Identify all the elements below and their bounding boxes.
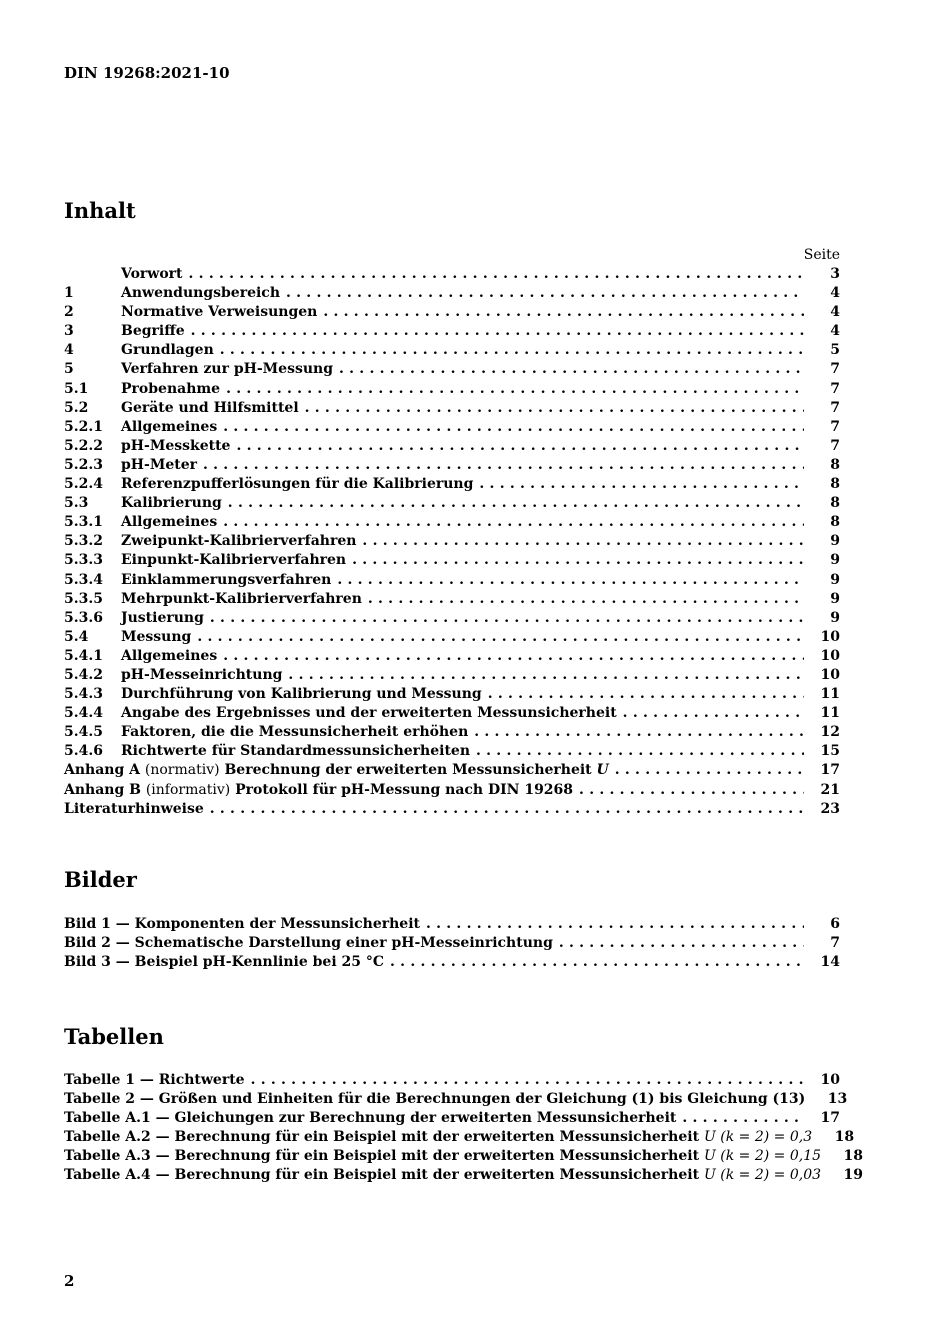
dot-leader: [579, 781, 804, 800]
section-title: Anwendungsbereich: [121, 285, 280, 302]
section-number: 5.3.6: [64, 609, 103, 626]
dot-leader: [210, 609, 804, 628]
toc-entry[interactable]: [64, 1128, 855, 1147]
contents-heading: Inhalt: [64, 198, 136, 223]
section-number: 3: [64, 323, 74, 340]
page-ref: 7: [830, 418, 840, 435]
section-number: 5.4.2: [64, 666, 103, 683]
section-number: 2: [64, 304, 74, 321]
page-ref: 18: [843, 1148, 864, 1165]
figure-title: Bild 1 — Komponenten der Messunsicherheit: [64, 916, 420, 932]
page-ref: 3: [830, 266, 840, 282]
dot-leader: [479, 475, 804, 494]
page-ref: 9: [830, 590, 840, 607]
toc-entry[interactable]: [64, 1109, 840, 1128]
page-number: 2: [64, 1272, 75, 1290]
dot-leader: [323, 303, 804, 322]
section-title: Vorwort: [121, 266, 183, 282]
page-ref: 13: [827, 1091, 848, 1108]
dot-leader: [352, 551, 804, 570]
annex-label: Anhang B: [64, 781, 141, 798]
toc-entry[interactable]: [64, 781, 840, 800]
figure-title: Bild 2 — Schematische Darstellung einer pH-Messeinrichtung: [64, 935, 553, 952]
page-ref: 17: [820, 762, 840, 779]
section-title: Allgemeines: [121, 647, 218, 664]
page-ref: 9: [830, 571, 840, 588]
dot-leader: [210, 800, 804, 819]
toc-entry[interactable]: [64, 399, 840, 418]
section-number: 5.4.6: [64, 743, 103, 760]
dot-leader: [615, 761, 804, 780]
dot-leader: [337, 571, 804, 590]
page-ref: 11: [820, 686, 840, 703]
section-title: Allgemeines: [121, 418, 218, 435]
section-number: 1: [64, 285, 74, 302]
section-title: Richtwerte für Standardmessunsicherheiten: [121, 743, 470, 760]
section-title: Allgemeines: [121, 514, 218, 531]
dot-leader: [251, 1071, 804, 1090]
section-title: pH-Meter: [121, 456, 197, 473]
toc-entry[interactable]: [64, 341, 840, 360]
page-ref: 9: [830, 609, 840, 626]
page-ref: 7: [830, 361, 840, 378]
section-number: 4: [64, 342, 74, 359]
page-ref: 8: [830, 476, 840, 493]
section-title: Referenzpufferlösungen für die Kalibrierung: [121, 476, 474, 493]
dot-leader: [228, 494, 804, 513]
toc-entry[interactable]: [64, 1147, 864, 1166]
dot-leader: [226, 380, 804, 399]
dot-leader: [426, 915, 804, 934]
section-number: 5.1: [64, 380, 89, 397]
toc-entry[interactable]: [64, 761, 840, 780]
toc-entry[interactable]: [64, 1071, 840, 1090]
dot-leader: [339, 360, 804, 379]
tables-heading: Tabellen: [64, 1024, 164, 1049]
page-ref: 21: [820, 781, 840, 798]
toc-entry[interactable]: [64, 571, 840, 590]
table-of-contents: [64, 265, 840, 819]
dot-leader: [368, 590, 804, 609]
section-number: 5.2.3: [64, 456, 103, 473]
toc-entry[interactable]: [64, 742, 840, 761]
annex-title: [64, 761, 609, 780]
page-ref: 17: [820, 1110, 840, 1127]
annex-type: (informativ): [145, 781, 231, 798]
page-ref: 7: [830, 437, 840, 454]
toc-entry[interactable]: [64, 418, 840, 437]
page-ref: 7: [830, 935, 840, 952]
table-title: Tabelle A.4 — Berechnung für ein Beispiel mit der erweiterten Messunsicherheit: [64, 1167, 700, 1184]
toc-entry[interactable]: [64, 265, 840, 284]
page-ref: 15: [820, 743, 840, 760]
page-ref: 8: [830, 514, 840, 531]
annex-name: Protokoll für pH-Messung nach DIN 19268: [235, 781, 574, 798]
toc-entry[interactable]: [64, 915, 840, 934]
toc-entry[interactable]: [64, 609, 840, 628]
annex-name: Berechnung der erweiterten Messunsicherheit: [224, 762, 592, 779]
toc-entry[interactable]: [64, 494, 840, 513]
dot-leader: [223, 647, 804, 666]
toc-entry[interactable]: [64, 628, 840, 647]
toc-entry[interactable]: [64, 284, 840, 303]
page-ref: 10: [820, 628, 840, 645]
page-column-label: Seite: [803, 247, 840, 263]
toc-entry[interactable]: [64, 800, 840, 819]
section-title: Verfahren zur pH-Messung: [121, 361, 333, 378]
toc-entry[interactable]: [64, 380, 840, 399]
toc-entry[interactable]: [64, 1166, 864, 1185]
section-title: Kalibrierung: [121, 495, 222, 512]
section-title: Mehrpunkt-Kalibrierverfahren: [121, 590, 362, 607]
toc-entry[interactable]: [64, 1090, 848, 1109]
uncertainty-formula: U (k = 2) = 0,03: [704, 1167, 822, 1184]
section-title: Begriffe: [121, 323, 185, 340]
toc-entry[interactable]: [64, 704, 840, 723]
toc-entry[interactable]: [64, 360, 840, 379]
page-ref: 7: [830, 399, 840, 416]
toc-entry[interactable]: [64, 475, 840, 494]
page-ref: 4: [830, 285, 840, 302]
dot-leader: [191, 322, 804, 341]
list-of-figures: [64, 915, 840, 972]
table-title: Tabelle A.3 — Berechnung für ein Beispiel mit der erweiterten Messunsicherheit: [64, 1148, 700, 1165]
toc-entry[interactable]: [64, 532, 840, 551]
bibliography-title: Literaturhinweise: [64, 800, 204, 817]
section-title: Normative Verweisungen: [121, 304, 318, 321]
toc-entry[interactable]: [64, 303, 840, 322]
page-ref: 10: [820, 666, 840, 683]
page-ref: 4: [830, 304, 840, 321]
uncertainty-formula: U (k = 2) = 0,3: [704, 1129, 813, 1146]
toc-entry[interactable]: [64, 685, 840, 704]
toc-entry[interactable]: [64, 513, 840, 532]
section-title: Justierung: [121, 609, 204, 626]
section-number: 5.3: [64, 495, 89, 512]
section-title: Einpunkt-Kalibrierverfahren: [121, 552, 347, 569]
dot-leader: [288, 666, 804, 685]
uncertainty-formula: U (k = 2) = 0,15: [704, 1148, 822, 1165]
page-ref: 12: [820, 724, 840, 741]
section-number: 5.3.1: [64, 514, 103, 531]
dot-leader: [682, 1109, 804, 1128]
figures-heading: Bilder: [64, 867, 137, 892]
toc-entry[interactable]: [64, 322, 840, 341]
dot-leader: [223, 418, 804, 437]
dot-leader: [390, 953, 804, 972]
page-ref: 11: [820, 705, 840, 722]
section-number: 5.4.5: [64, 724, 103, 741]
annex-symbol: U: [596, 762, 609, 779]
section-number: 5: [64, 361, 74, 378]
annex-title: [64, 781, 573, 800]
page-ref: 7: [830, 380, 840, 397]
section-title: Angabe des Ergebnisses und der erweiterten Messunsicherheit: [121, 705, 617, 722]
table-title: Tabelle 1 — Richtwerte: [64, 1072, 245, 1088]
dot-leader: [203, 456, 804, 475]
dot-leader: [362, 532, 804, 551]
section-number: 5.3.2: [64, 533, 103, 550]
dot-leader: [488, 685, 804, 704]
page-ref: 5: [830, 342, 840, 359]
toc-entry[interactable]: [64, 723, 840, 742]
section-title: Durchführung von Kalibrierung und Messung: [121, 686, 482, 703]
section-title: Zweipunkt-Kalibrierverfahren: [121, 533, 357, 550]
page-ref: 10: [820, 647, 840, 664]
page-ref: 9: [830, 552, 840, 569]
annex-label: Anhang A: [64, 762, 140, 779]
section-number: 5.2.4: [64, 476, 103, 493]
annex-type: (normativ): [144, 762, 220, 779]
page-ref: 10: [820, 1072, 840, 1088]
section-title: Einklammerungsverfahren: [121, 571, 332, 588]
section-number: 5.2: [64, 399, 89, 416]
dot-leader: [305, 399, 804, 418]
section-title: Faktoren, die die Messunsicherheit erhöhen: [121, 724, 469, 741]
section-title: pH-Messkette: [121, 437, 231, 454]
section-title: Probenahme: [121, 380, 221, 397]
figure-title: Bild 3 — Beispiel pH-Kennlinie bei 25 °C: [64, 954, 385, 971]
toc-entry[interactable]: [64, 647, 840, 666]
table-title: Tabelle A.2 — Berechnung für ein Beispiel mit der erweiterten Messunsicherheit: [64, 1129, 700, 1146]
dot-leader: [286, 284, 804, 303]
section-number: 5.4: [64, 628, 89, 645]
toc-entry[interactable]: [64, 934, 840, 953]
page-ref: 9: [830, 533, 840, 550]
section-title: Messung: [121, 628, 192, 645]
section-number: 5.3.3: [64, 552, 103, 569]
dot-leader: [476, 742, 804, 761]
section-number: 5.3.4: [64, 571, 103, 588]
section-title: pH-Messeinrichtung: [121, 666, 283, 683]
table-title: Tabelle 2 — Größen und Einheiten für die Berechnungen der Gleichung (1) bis Gleichung (13): [64, 1091, 806, 1108]
section-title: Grundlagen: [121, 342, 214, 359]
page-ref: 14: [820, 954, 840, 971]
table-title: Tabelle A.1 — Gleichungen zur Berechnung der erweiterten Messunsicherheit: [64, 1110, 677, 1127]
toc-entry[interactable]: [64, 590, 840, 609]
page-ref: 23: [820, 800, 840, 817]
toc-entry[interactable]: [64, 437, 840, 456]
dot-leader: [559, 934, 804, 953]
page-ref: 6: [830, 916, 840, 932]
toc-entry[interactable]: [64, 456, 840, 475]
toc-entry[interactable]: [64, 551, 840, 570]
toc-entry[interactable]: [64, 666, 840, 685]
section-number: 5.2.1: [64, 418, 103, 435]
dot-leader: [223, 513, 804, 532]
page-ref: 8: [830, 456, 840, 473]
page-ref: 19: [843, 1167, 864, 1184]
document-id: DIN 19268:2021-10: [64, 64, 230, 82]
page-ref: 18: [834, 1129, 855, 1146]
dot-leader: [189, 265, 804, 284]
dot-leader: [197, 628, 804, 647]
dot-leader: [623, 704, 804, 723]
section-title: Geräte und Hilfsmittel: [121, 399, 299, 416]
section-number: 5.4.4: [64, 705, 103, 722]
section-number: 5.4.3: [64, 686, 103, 703]
section-number: 5.4.1: [64, 647, 103, 664]
list-of-tables: [64, 1071, 864, 1186]
page-ref: 8: [830, 495, 840, 512]
dot-leader: [474, 723, 804, 742]
dot-leader: [236, 437, 804, 456]
toc-entry[interactable]: [64, 953, 840, 972]
page-ref: 4: [830, 323, 840, 340]
section-number: 5.3.5: [64, 590, 103, 607]
section-number: 5.2.2: [64, 437, 103, 454]
dot-leader: [220, 341, 804, 360]
